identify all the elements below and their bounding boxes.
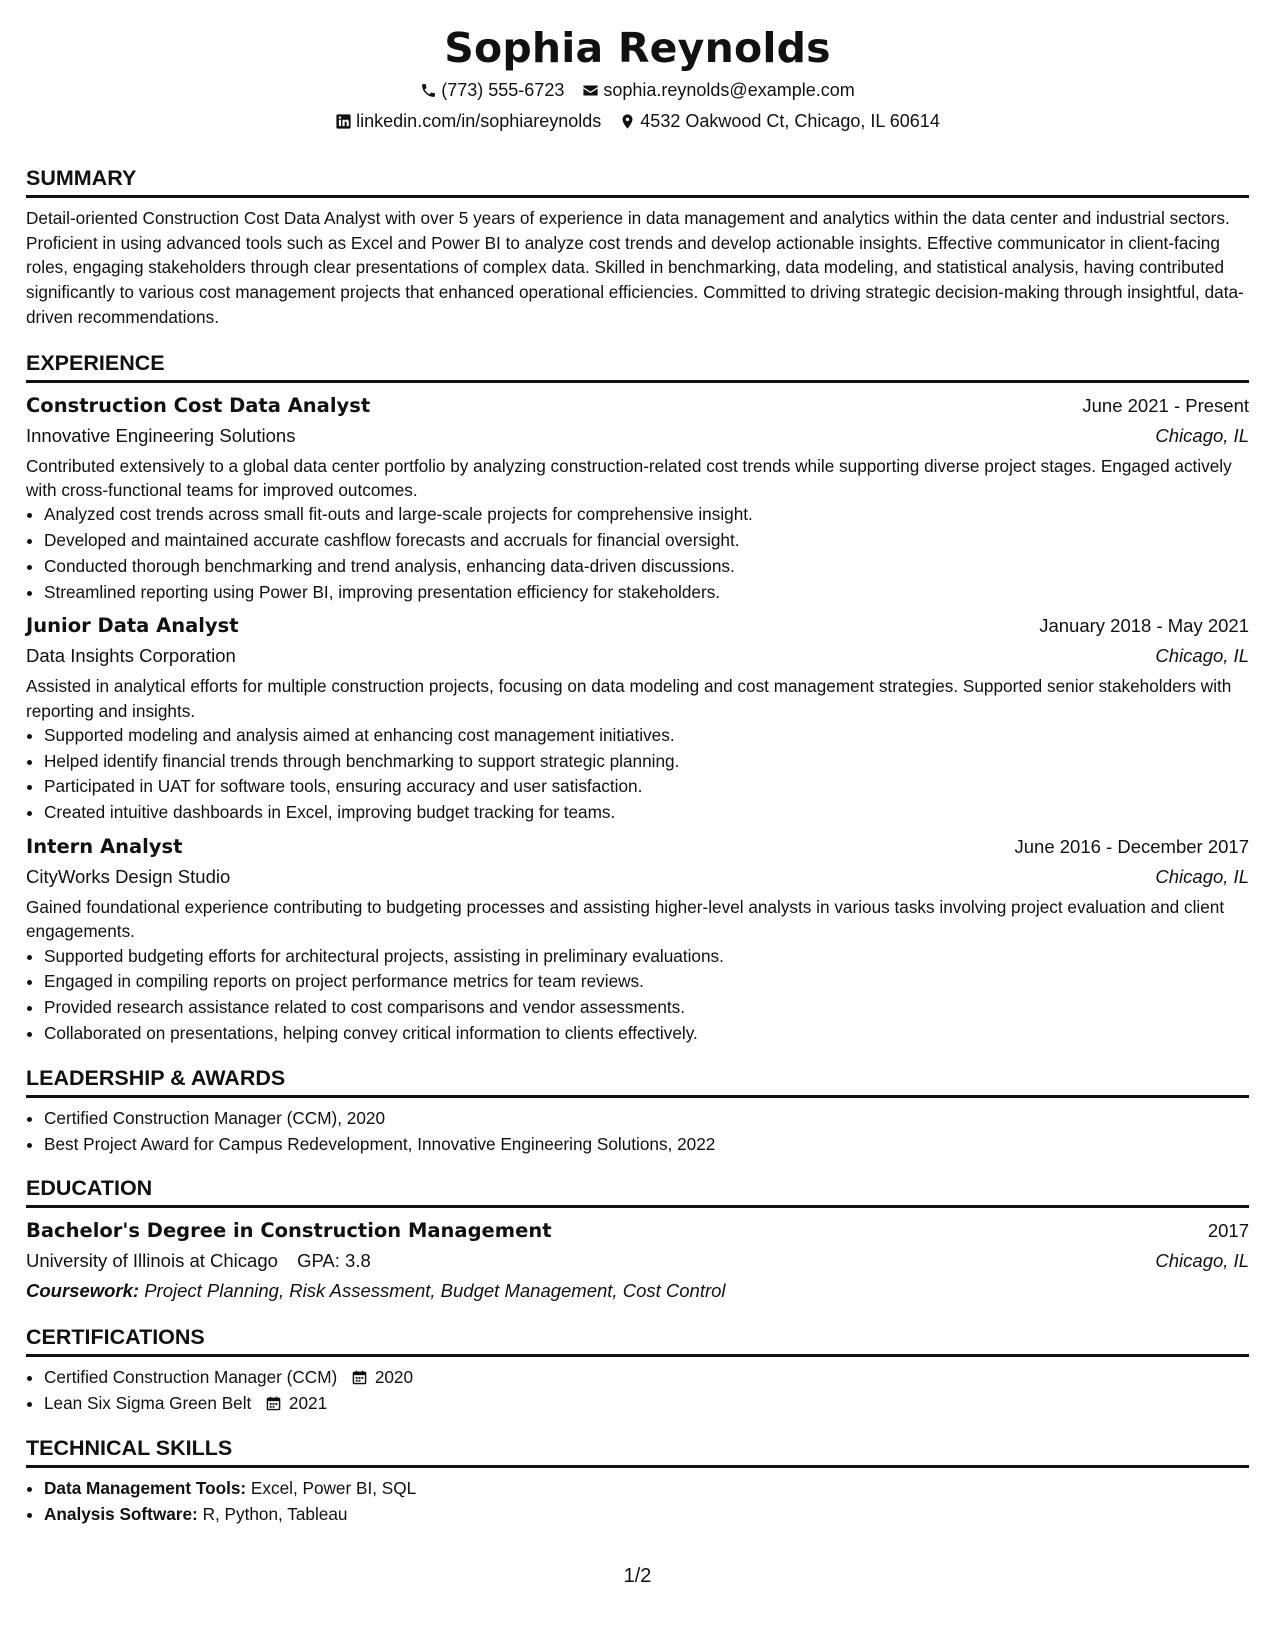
coursework-text: Project Planning, Risk Assessment, Budget Management, Cost Control [144, 1280, 726, 1302]
gpa: GPA: 3.8 [297, 1250, 371, 1272]
job-entry [26, 832, 1249, 1047]
skills-list [26, 1476, 1249, 1528]
calendar-icon [352, 1370, 367, 1385]
job-bullets [26, 502, 1249, 605]
summary-text: Detail-oriented Construction Cost Data Analyst with over 5 years of experience in data management and analytics within the data center and industrial sectors. Proficient in using advanced tools such as Excel and Power BI to analyze cost trends and develop actionable insights. Effective communicator in client-facing roles, engaging stakeholders through clear presentations of complex data. Skilled in benchmarking, data modeling, and statistical analysis, having contributed significantly to various cost management projects that enhanced operational efficiencies. Committed to driving strategic decision-making through insightful, data-driven recommendations. [26, 208, 1244, 327]
list-item: • Collaborated on presentations, helping convey critical information to clients effectively. [44, 1021, 1249, 1047]
school-location: Chicago, IL [1155, 1250, 1249, 1272]
contact-line-1 [26, 78, 1249, 102]
job-location: Chicago, IL [1155, 424, 1249, 446]
section-title: EXPERIENCE [26, 350, 1249, 383]
phone-icon [420, 82, 437, 99]
job-title: Construction Cost Data Analyst [26, 393, 371, 417]
list-item: • Certified Construction Manager (CCM), 2020 [44, 1106, 1249, 1132]
email-text: sophia.reynolds@example.com [603, 80, 855, 100]
skill-value: R, Python, Tableau [202, 1503, 348, 1524]
degree-title: Bachelor's Degree in Construction Management [26, 1219, 552, 1243]
linkedin-text: linkedin.com/in/sophiareynolds [356, 111, 602, 131]
job-subheader [26, 421, 1249, 451]
address-contact [619, 109, 940, 133]
calendar-icon [266, 1396, 281, 1411]
list-item: • Conducted thorough benchmarking and trend analysis, enhancing data-driven discussions. [44, 554, 1249, 580]
section-title: TECHNICAL SKILLS [26, 1435, 1249, 1468]
skill-value: Excel, Power BI, SQL [250, 1478, 417, 1499]
job-subheader [26, 641, 1249, 671]
company-name: CityWorks Design Studio [26, 866, 231, 888]
list-item: • Developed and maintained accurate cashflow forecasts and accruals for financial oversight. [44, 528, 1249, 554]
list-item: • Participated in UAT for software tools, ensuring accuracy and user satisfaction. [44, 774, 1249, 800]
list-item: • Supported modeling and analysis aimed at enhancing cost management initiatives. [44, 723, 1249, 749]
envelope-icon [582, 82, 599, 99]
job-header [26, 611, 1249, 641]
map-pin-icon [619, 113, 636, 130]
education-subheader [26, 1246, 1249, 1276]
list-item: • Provided research assistance related to cost comparisons and vendor assessments. [44, 995, 1249, 1021]
skill-label: Data Management Tools: [44, 1478, 247, 1499]
section-title: EDUCATION [26, 1175, 1249, 1208]
section-title: SUMMARY [26, 165, 1249, 198]
list-item [44, 1365, 1249, 1391]
list-item: • Analyzed cost trends across small fit-outs and large-scale projects for comprehensive insight. [44, 502, 1249, 528]
skill-label: Analysis Software: [44, 1503, 198, 1524]
job-entry [26, 391, 1249, 606]
email-contact[interactable] [582, 78, 854, 102]
job-bullets [26, 723, 1249, 826]
job-dates: June 2021 - Present [1082, 394, 1249, 416]
certification-name: Lean Six Sigma Green Belt [44, 1393, 252, 1414]
education-header [26, 1216, 1249, 1246]
list-item: • Supported budgeting efforts for architectural projects, assisting in preliminary evaluations. [44, 944, 1249, 970]
school-line [26, 1246, 371, 1276]
phone-text: (773) 555-6723 [441, 80, 565, 100]
awards-list [26, 1106, 1249, 1158]
list-item: • Best Project Award for Campus Redevelopment, Innovative Engineering Solutions, 2022 [44, 1132, 1249, 1158]
job-dates: January 2018 - May 2021 [1039, 615, 1249, 637]
contact-line-2 [26, 109, 1249, 133]
graduation-year: 2017 [1207, 1220, 1249, 1242]
company-name: Innovative Engineering Solutions [26, 424, 296, 446]
awards-section [26, 1065, 1249, 1158]
education-section [26, 1175, 1249, 1306]
certification-year: 2020 [374, 1367, 414, 1388]
list-item: • Streamlined reporting using Power BI, improving presentation efficiency for stakeholders. [44, 580, 1249, 606]
certification-name: Certified Construction Manager (CCM) [44, 1367, 338, 1388]
job-header [26, 832, 1249, 862]
experience-section [26, 350, 1249, 1047]
job-title: Intern Analyst [26, 835, 183, 859]
certification-year: 2021 [288, 1393, 328, 1414]
school-name: University of Illinois at Chicago [26, 1250, 278, 1272]
job-location: Chicago, IL [1155, 866, 1249, 888]
certifications-list [26, 1365, 1249, 1417]
skills-section [26, 1435, 1249, 1528]
coursework-label: Coursework: [26, 1280, 140, 1302]
address-text: 4532 Oakwood Ct, Chicago, IL 60614 [640, 111, 940, 131]
job-title: Junior Data Analyst [26, 614, 239, 638]
company-name: Data Insights Corporation [26, 645, 236, 667]
list-item: • Created intuitive dashboards in Excel, improving budget tracking for teams. [44, 800, 1249, 826]
list-item: • Engaged in compiling reports on project performance metrics for team reviews. [44, 969, 1249, 995]
job-header [26, 391, 1249, 421]
list-item: • Helped identify financial trends through benchmarking to support strategic planning. [44, 749, 1249, 775]
section-title: CERTIFICATIONS [26, 1324, 1249, 1357]
job-dates: June 2016 - December 2017 [1014, 836, 1249, 858]
certifications-section [26, 1324, 1249, 1417]
job-bullets [26, 944, 1249, 1047]
job-description: Assisted in analytical efforts for multiple construction projects, focusing on data modeling and cost management strategies. Supported senior stakeholders with reporting and insights. [26, 676, 1232, 721]
job-location: Chicago, IL [1155, 645, 1249, 667]
job-subheader [26, 862, 1249, 892]
job-entry [26, 611, 1249, 826]
phone-contact[interactable] [420, 78, 564, 102]
section-title: LEADERSHIP & AWARDS [26, 1065, 1249, 1098]
list-item [44, 1391, 1249, 1417]
linkedin-icon [335, 113, 352, 130]
summary-section [26, 165, 1249, 330]
list-item [44, 1502, 1249, 1528]
linkedin-contact[interactable] [335, 109, 601, 133]
list-item [44, 1476, 1249, 1502]
page-number: 1/2 [623, 1565, 652, 1587]
job-description: Gained foundational experience contributing to budgeting processes and assisting higher-level analysts in various tasks involving project evaluation and client engagements. [26, 897, 1225, 942]
coursework-line [26, 1276, 1249, 1306]
candidate-name: Sophia Reynolds [444, 24, 831, 72]
job-description: Contributed extensively to a global data center portfolio by analyzing construction-related cost trends while supporting diverse project stages. Engaged actively with cross-functional teams for improved outcomes. [26, 455, 1232, 500]
